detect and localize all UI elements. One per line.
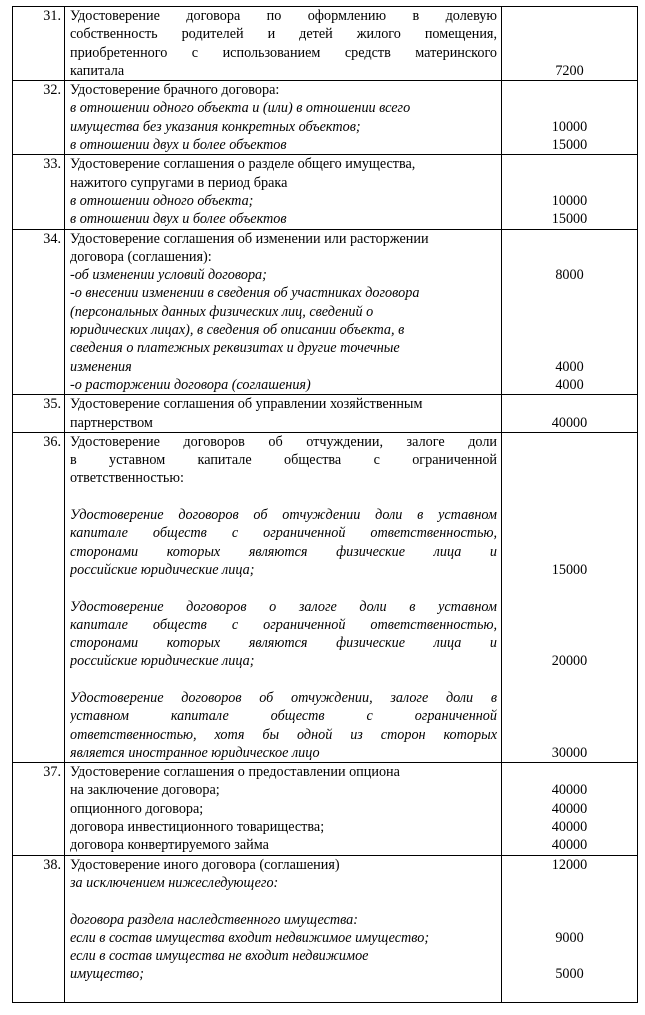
service-description (65, 7, 502, 81)
description-line: российские юридические лица; (70, 561, 255, 578)
description-line: партнерством (70, 414, 153, 431)
description-line: -об изменении условий договора; (70, 267, 267, 284)
fee-amount-cell (502, 155, 638, 229)
fee-amount (502, 579, 637, 597)
fee-amount: 40000 (551, 819, 588, 836)
fee-amount-cell (502, 855, 638, 1002)
row-number: 31. (13, 7, 65, 81)
description-line: Удостоверение договоров об отчуждении доли в уставном (70, 507, 497, 524)
fee-amount (502, 433, 637, 451)
service-description (65, 81, 502, 155)
fee-amount (502, 892, 637, 910)
description-line: приобретенного с использованием средств материнского (70, 44, 497, 61)
description-line: уставном капитале обществ с ограниченной (70, 708, 497, 725)
description-line: российские юридические лица; (70, 653, 255, 670)
description-line: в уставном капитале общества с ограниченной (70, 452, 497, 469)
row-number: 37. (13, 763, 65, 855)
service-description (65, 229, 502, 395)
description-line: капитала (70, 62, 125, 79)
description-line: сторонами которых являются физические лица и (70, 543, 497, 560)
fee-amount (502, 874, 637, 892)
description-line: имущество; (70, 966, 144, 983)
description-line: -о расторжении договора (соглашения) (70, 376, 311, 393)
fee-amount (502, 339, 637, 357)
description-line: нажитого супругами в период брака (70, 174, 288, 191)
fee-amount (502, 488, 637, 506)
fee-amount (502, 155, 637, 173)
description-line: Удостоверение соглашения о разделе общего имущества, (70, 156, 416, 173)
fee-amount-cell (502, 763, 638, 855)
fee-amount: 20000 (551, 653, 588, 670)
fee-amount (502, 469, 637, 487)
fee-amount (502, 634, 637, 652)
description-line (70, 671, 497, 689)
fee-amount-cell (502, 81, 638, 155)
fee-amount (502, 671, 637, 689)
description-line: собственность родителей и детей жилого помещения, (70, 26, 497, 43)
table-row (13, 432, 638, 762)
fee-amount (502, 321, 637, 339)
description-line: юридических лицах), в сведения об описании объекта, в (70, 322, 405, 339)
fee-amount (502, 25, 637, 43)
description-line: сведения о платежных реквизитах и другие точечные (70, 340, 400, 357)
fee-amount (502, 284, 637, 302)
description-line: ответственностью: (70, 470, 184, 487)
description-line (70, 892, 497, 910)
fee-amount: 9000 (555, 929, 584, 946)
table-row (13, 155, 638, 229)
row-number: 36. (13, 432, 65, 762)
row-number: 34. (13, 229, 65, 395)
fee-amount: 40000 (551, 837, 588, 854)
fee-amount (502, 984, 637, 1002)
description-line: является иностранное юридическое лицо (70, 744, 320, 761)
fee-amount (502, 44, 637, 62)
description-line: Удостоверение договоров о залоге доли в уставном (70, 598, 497, 615)
fee-amount (502, 616, 637, 634)
table-row (13, 763, 638, 855)
description-line: Удостоверение соглашения об изменении или расторжении (70, 230, 429, 247)
row-number: 35. (13, 395, 65, 433)
fee-amount (502, 303, 637, 321)
fee-amount-cell (502, 7, 638, 81)
description-line: договора (соглашения): (70, 248, 212, 265)
description-line: (персональных данных физических лиц, сведений о (70, 303, 374, 320)
description-line: капитале обществ с ограниченной ответственностью, (70, 616, 497, 633)
fee-amount: 15000 (551, 211, 588, 228)
description-line: в отношении двух и более объектов (70, 211, 287, 228)
description-line: Удостоверение договоров об отчуждении, залоге доли в (70, 689, 497, 706)
service-description (65, 155, 502, 229)
fee-amount (502, 174, 637, 192)
description-line: изменения (70, 358, 132, 375)
description-line: Удостоверение соглашения о предоставлении опциона (70, 764, 400, 781)
table-row (13, 395, 638, 433)
description-line (70, 579, 497, 597)
description-line: ответственностью, хотя бы одной из сторон которых (70, 726, 497, 743)
fee-table (12, 6, 638, 1003)
fee-amount: 10000 (551, 192, 588, 209)
description-line: за исключением нижеследующего: (70, 874, 279, 891)
fee-amount (502, 726, 637, 744)
fee-amount: 40000 (551, 800, 588, 817)
fee-amount (502, 81, 637, 99)
fee-amount: 10000 (551, 118, 588, 135)
fee-amount (502, 395, 637, 413)
description-line: Удостоверение договора по оформлению в долевую (70, 8, 497, 24)
description-line: капитале обществ с ограниченной ответственностью, (70, 525, 497, 542)
description-line: договора конвертируемого займа (70, 837, 269, 854)
fee-amount-cell (502, 432, 638, 762)
fee-amount: 4000 (555, 376, 584, 393)
fee-amount: 40000 (551, 782, 588, 799)
row-number: 32. (13, 81, 65, 155)
service-description (65, 432, 502, 762)
fee-amount (502, 598, 637, 616)
fee-amount (502, 506, 637, 524)
fee-amount-cell (502, 229, 638, 395)
fee-amount (502, 7, 637, 25)
row-number: 33. (13, 155, 65, 229)
description-line: договора раздела наследственного имущества: (70, 911, 359, 928)
description-line: сторонами которых являются физические лица и (70, 635, 497, 652)
fee-amount (502, 451, 637, 469)
description-line: Удостоверение договоров об отчуждении, залоге доли (70, 433, 497, 450)
table-row (13, 855, 638, 1002)
description-line: в отношении двух и более объектов (70, 137, 287, 154)
fee-amount: 40000 (551, 414, 588, 431)
description-line: если в состав имущества входит недвижимое имущество; (70, 929, 430, 946)
table-row (13, 229, 638, 395)
description-line: если в состав имущества не входит недвижимое (70, 948, 369, 965)
fee-amount (502, 689, 637, 707)
fee-amount (502, 911, 637, 929)
table-row (13, 7, 638, 81)
fee-amount-cell (502, 395, 638, 433)
fee-amount: 30000 (551, 744, 588, 761)
description-line: Удостоверение соглашения об управлении хозяйственным (70, 396, 423, 413)
fee-amount (502, 230, 637, 248)
description-line: в отношении одного объекта и (или) в отношении всего (70, 100, 411, 117)
service-description (65, 855, 502, 1002)
row-number: 38. (13, 855, 65, 1002)
service-description (65, 763, 502, 855)
description-line: Удостоверение иного договора (соглашения) (70, 856, 340, 873)
fee-amount (502, 248, 637, 266)
description-line: на заключение договора; (70, 782, 220, 799)
fee-amount (502, 707, 637, 725)
fee-amount (502, 763, 637, 781)
fee-amount: 8000 (555, 267, 584, 284)
fee-amount: 15000 (551, 137, 588, 154)
description-line: Удостоверение брачного договора: (70, 82, 280, 99)
fee-table-body (13, 7, 638, 1003)
description-line: имущества без указания конкретных объектов; (70, 118, 361, 135)
fee-amount (502, 99, 637, 117)
fee-amount: 7200 (555, 62, 584, 79)
description-line (70, 984, 497, 1002)
description-line: в отношении одного объекта; (70, 192, 254, 209)
description-line: договора инвестиционного товарищества; (70, 819, 325, 836)
table-row (13, 81, 638, 155)
service-description (65, 395, 502, 433)
fee-amount (502, 524, 637, 542)
fee-amount: 4000 (555, 358, 584, 375)
fee-amount: 5000 (555, 966, 584, 983)
description-line (70, 488, 497, 506)
fee-amount: 12000 (551, 856, 588, 873)
fee-amount (502, 947, 637, 965)
fee-amount (502, 543, 637, 561)
fee-amount: 15000 (551, 561, 588, 578)
description-line: опционного договора; (70, 800, 204, 817)
description-line: -о внесении изменении в сведения об участниках договора (70, 285, 420, 302)
